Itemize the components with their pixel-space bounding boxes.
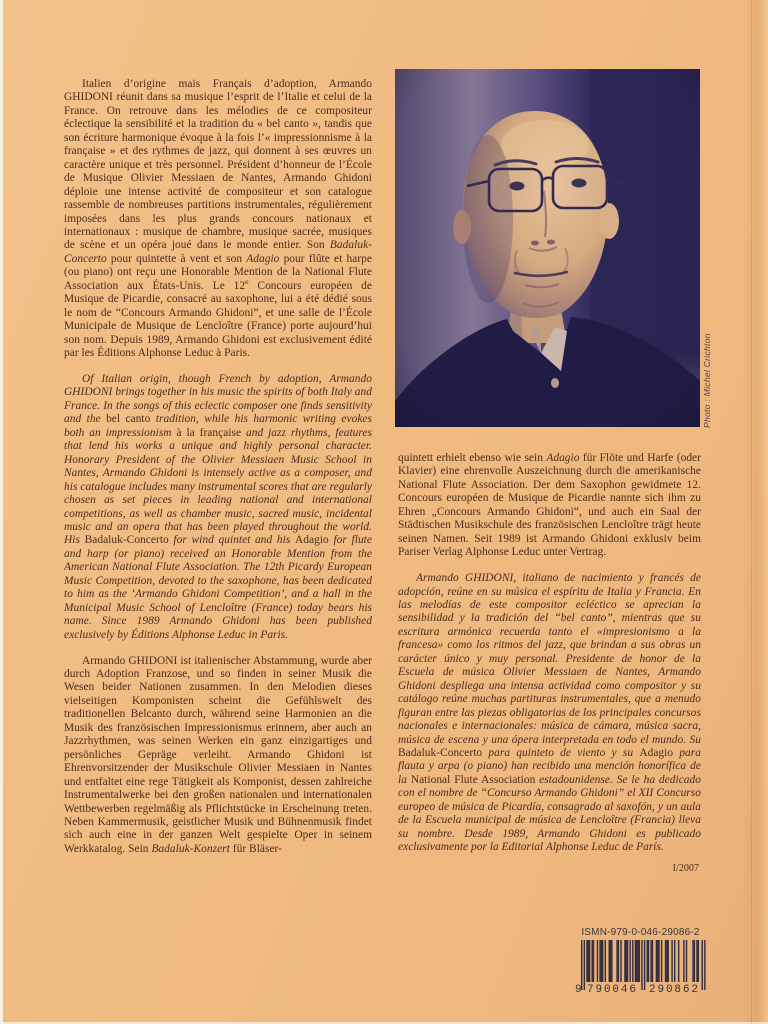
plate-number: I/2007 <box>672 863 699 875</box>
barcode-digits-right: 290862 <box>649 984 699 993</box>
paragraph-german: Armando GHIDONI ist italienischer Abstammung, wurde aber durch Adoption Franzose, und so finden in seiner Musik die Wesen beider Nationen zusammen. In den Melodien dieses vielseitigen Komponisten scheint die Gefühlswelt des traditionellen Belcanto durch, während seine Harmonien an die Musik des französischen Impressionismus erinnern, aber auch an Jazzrhythmen, was seinen Werken ein ganz einzigartiges und persönliches Gepräge verleiht. Armando Ghidoni ist Ehrenvorsitzender der Musikschule Olivier Messiaen in Nantes und entfaltet eine rege Tätigkeit als Komponist, dessen zahlreiche Instrumentalwerke bei den großen nationalen und internationalen Wettbewerben regelmäßig als Pflichtstücke in Erscheinung treten. Neben Kammermusik, geistlicher Musik und Bühnenmusik findet sich auch eine in der ganzen Welt gespielte Oper in seinem Werkkatalog. Sein Badaluk-Konzert für Bläser- <box>64 654 372 855</box>
barcode-digits-left: 790046 <box>587 984 637 993</box>
page-crease <box>751 0 752 1024</box>
paragraph-french: Italien d’origine mais Français d’adoption, Armando GHIDONI réunit dans sa musique l’esprit de l’Italie et celui de la France. On retrouve dans les mélodies de ce compositeur éclectique la sensibilité et la tradition du « bel canto », tandis que son écriture harmonique évoque à la fois l’« impressionnisme à la française » et des rythmes de jazz, qui donnent à ses œuvres un caractère unique et très personnel. Président d’honneur de l’École de Musique Olivier Messiaen de Nantes, Armando Ghidoni déploie une intense activité de compositeur et son catalogue rassemble de nombreuses partitions instrumentales, régulièrement imposées dans les plus grands concours nationaux et internationaux : musique de chambre, musique sacrée, musiques de scène et un opéra joué dans le monde entier. Son Badaluk-Concerto pour quintette à vent et son Adagio pour flûte et harpe (ou piano) ont reçu une Honorable Mention de la National Flute Association aux États-Unis. Le 12e Concours européen de Musique de Picardie, consacré au saxophone, lui a été dédié sous le nom de “Concours Armando Ghidoni”, et une salle de l’École Municipale de Musique de Lencloître (France) porte aujourd’hui son nom. Depuis 1989, Armando Ghidoni est exclusivement édité par les Éditions Alphonse Leduc à Paris. <box>64 78 372 360</box>
barcode-bars <box>575 940 706 993</box>
right-text-column <box>398 452 701 876</box>
page-left-edge <box>0 0 3 1024</box>
barcode-block <box>575 927 706 993</box>
portrait-illustration <box>395 69 700 427</box>
ean13-barcode <box>575 940 706 993</box>
ismn-label: ISMN-979-0-046-29086-2 <box>581 927 700 938</box>
left-text-column <box>64 78 372 869</box>
barcode-digit-first: 9 <box>575 984 583 993</box>
photo-credit: Photo : Michel Crichton <box>702 333 712 428</box>
paragraph-english: Of Italian origin, though French by adoption, Armando GHIDONI brings together in his music the spirits of both Italy and France. In the songs of this eclectic composer one finds sensitivity and the bel canto tradition, while his harmonic writing evokes both an impressionism à la française and jazz rhythms, features that lend his works a unique and highly personal character. Honorary President of the Olivier Messiaen Music School in Nantes, Armando Ghidoni is intensely active as a composer, and his catalogue includes many instrumental scores that are regularly chosen as set pieces in leading national and international competitions, as well as chamber music, sacred music, incidental music and an opera that has been played throughout the world. His Badaluk-Concerto for wind quintet and his Adagio for flute and harp (or piano) received an Honorable Mention from the American National Flute Association. The 12th Picardy European Music Competition, devoted to the saxophone, has been dedicated to him as the ‘Armando Ghidoni Competition’, and a hall in the Municipal Music School of Lencloître (France) today bears his name. Since 1989 Armando Ghidoni has been published exclusively by Éditions Alphonse Leduc in Paris. <box>64 373 373 641</box>
paragraph-german-continued: quintett erhielt ebenso wie sein Adagio für Flöte und Harfe (oder Klavier) eine ehrenvolle Auszeichnung durch die amerikanische National Flute Association. Der dem Saxophon gewidmete 12. Concours européen de Musique de Picardie nannte sich ihm zu Ehren „Concours Armando Ghidoni“, und auch ein Saal der Städtischen Musikschule des französischen Lencloître trägt heute seinen Namen. Seit 1989 ist Armando Ghidoni exklusiv beim Pariser Verlag Alphonse Leduc unter Vertrag. <box>398 452 701 559</box>
page-right-shadow <box>742 0 768 1024</box>
composer-portrait-photo <box>395 69 700 427</box>
paragraph-spanish: Armando GHIDONI, italiano de nacimiento y francés de adopción, reúne en su música el espíritu de Italia y Francia. En las melodías de este compositor ecléctico se aprecian la sensibilidad y la tradición del “bel canto”, mientras que su escritura armónica recuerda tanto el «impresionismo a la francesa» como los ritmos del jazz, que brindan a sus obras un carácter único y muy personal. Presidente de honor de la Escuela de música Olivier Messiaen de Nantes, Armando Ghidoni despliega una intensa actividad como compositor y su catálogo reúne muchas partituras instrumentales, que a menudo figuran entre las piezas obligatorias de los principales concursos nacionales e internacionales: música de cámara, música sacra, música de escena y una ópera interpretada en todo el mundo. Su Badaluk-Concerto para quinteto de viento y su Adagio para flauta y arpa (o piano) han recibido una mención honorífica de la National Flute Association estadounidense. Se le ha dedicado con el nombre de “Concurso Armando Ghidoni” el XII Concurso europeo de música de Picardía, consagrado al saxofón, y un aula de la Escuela municipal de música de Lencloître (Francia) lleva su nombre. Desde 1989, Armando Ghidoni es publicado exclusivamente por la Editorial Alphonse Leduc de París. <box>398 572 702 854</box>
